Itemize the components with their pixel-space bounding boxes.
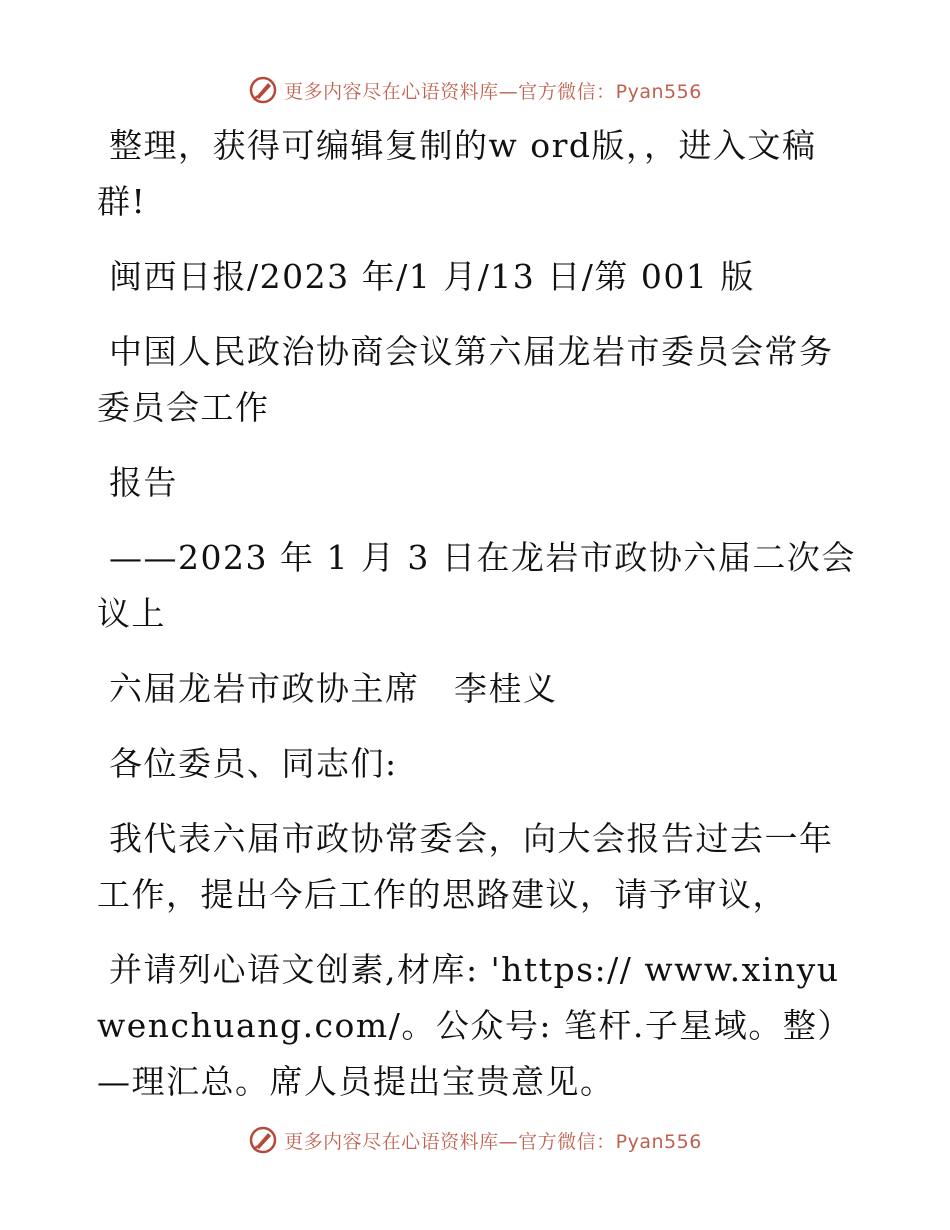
document-body <box>97 118 857 1129</box>
document-title-cont: 报告 <box>109 463 178 502</box>
paragraph-intro: 整理，获得可编辑复制的w ord版，，进入文稿群! <box>97 126 817 221</box>
header-watermark <box>0 70 950 110</box>
document-title: 中国人民政治协商会议第六届龙岩市委员会常务委员会工作 <box>97 332 834 427</box>
salutation: 各位委员、同志们: <box>109 744 398 783</box>
paragraph-body-1: 我代表六届市政协常委会，向大会报告过去一年工作，提出今后工作的思路建议，请予审议， <box>97 819 834 914</box>
paragraph-body-2: 并请列心语文创素,材库: 'https:// www.xinyuwenchuang.com/。公众号: 笔杆.子星域。整）—理汇总。席人员提出宝贵意见。 <box>97 950 852 1101</box>
footer-watermark <box>0 1120 950 1160</box>
watermark-text: 更多内容尽在心语资料库—官方微信：Pyan556 <box>284 1130 702 1153</box>
paragraph-source: 闽西日报/2023 年/1 月/13 日/第 001 版 <box>109 257 755 296</box>
document-subtitle: ——2023 年 1 月 3 日在龙岩市政协六届二次会议上 <box>97 538 856 633</box>
watermark-text: 更多内容尽在心语资料库—官方微信：Pyan556 <box>284 80 702 103</box>
document-author: 六届龙岩市政协主席 李桂义 <box>109 669 558 708</box>
quill-pen-seal-icon <box>248 1125 278 1155</box>
quill-pen-seal-icon <box>248 75 278 105</box>
